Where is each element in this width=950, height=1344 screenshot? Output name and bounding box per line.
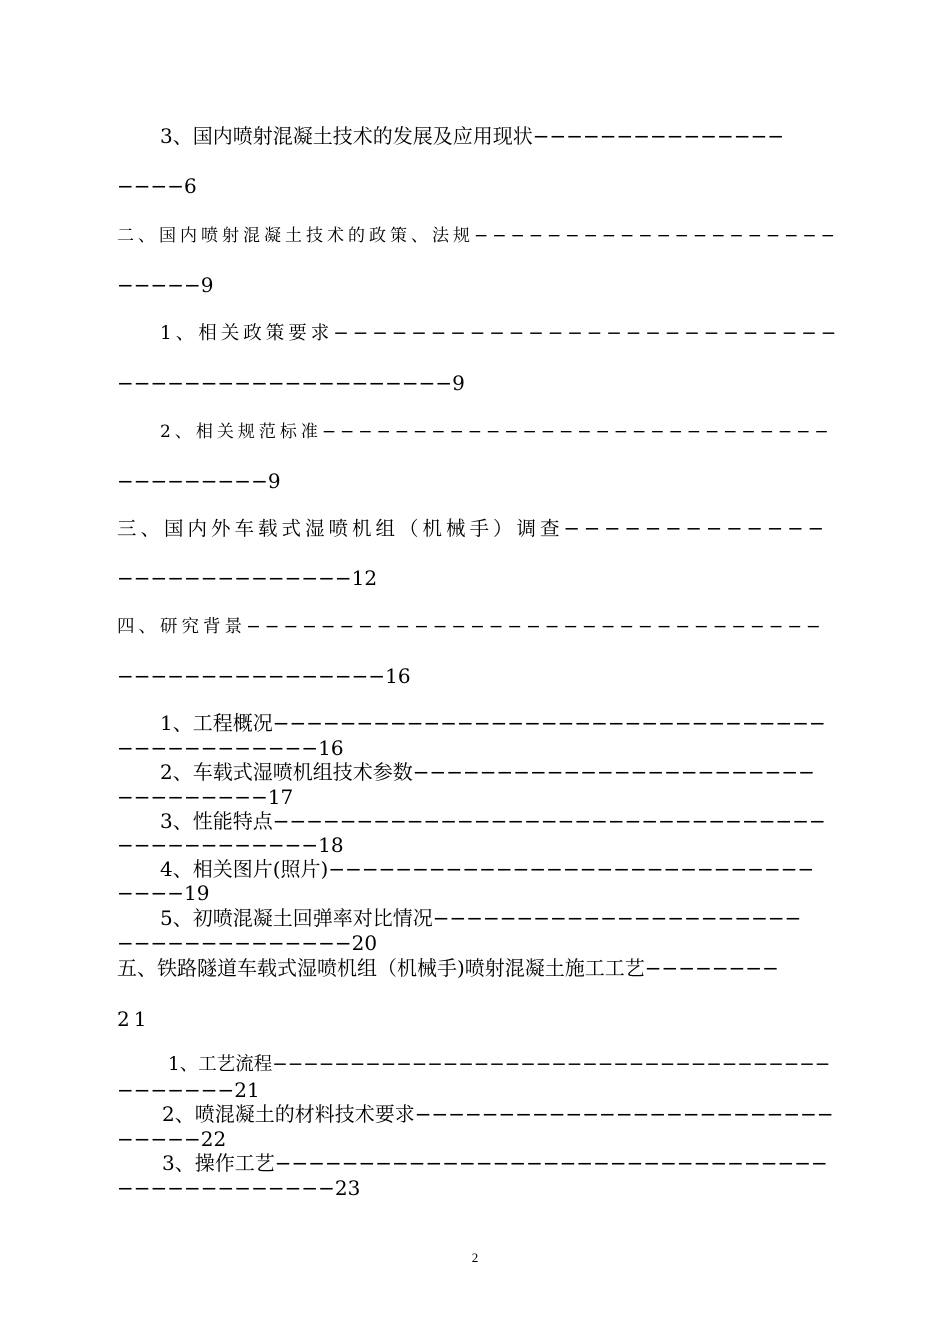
toc-entry-rebound-comparison: 5、初喷混凝土回弹率对比情况−−−−−−−−−−−−−−−−−−−−−− [160,906,802,930]
toc-entry-tech-parameters: 2、车载式湿喷机组技术参数−−−−−−−−−−−−−−−−−−−−−−−− [160,760,815,784]
toc-entry-continuation: −−−−6 [117,174,197,198]
toc-entry-material-requirements: 2、喷混凝土的材料技术要求−−−−−−−−−−−−−−−−−−−−−−−−− [162,1102,834,1126]
toc-entry-continuation: −−−−−−−−−−−−−−20 [117,931,378,955]
toc-entry-continuation: −−−−−−−21 [117,1078,260,1102]
toc-entry-continuation: −−−−−22 [117,1127,227,1151]
toc-entry-section-4-background: 四、研究背景−−−−−−−−−−−−−−−−−−−−−−−−−−−−−−− [117,617,825,637]
toc-entry-continuation: −−−−−−−−−−−−−−−−16 [117,664,411,688]
toc-entry-continuation: −−−−−−−−−17 [117,785,294,809]
toc-entry-process-flow: 1、工艺流程−−−−−−−−−−−−−−−−−−−−−−−−−−−−−−−−−−−− [168,1054,831,1075]
toc-entry-continuation: −−−−−−−−−−−−−−−−−−−−9 [117,371,465,395]
toc-entry-continuation: −−−−−9 [117,273,214,297]
toc-entry-continuation: −−−−−−−−−−−−−−12 [117,566,378,590]
toc-entry-performance-features: 3、性能特点−−−−−−−−−−−−−−−−−−−−−−−−−−−−−−−−− [160,809,826,833]
toc-entry-project-overview: 1、工程概况−−−−−−−−−−−−−−−−−−−−−−−−−−−−−−−−− [160,711,826,735]
toc-entry-operation-process: 3、操作工艺−−−−−−−−−−−−−−−−−−−−−−−−−−−−−−−−− [162,1151,828,1175]
toc-entry-continuation: −−−−−−−−−−−−−23 [117,1176,361,1200]
toc-entry-continuation: −−−−−−−−−−−−18 [117,833,344,857]
toc-entry-section-5-construction: 五、铁路隧道车载式湿喷机组（机械手)喷射混凝土施工工艺−−−−−−−− [117,956,779,980]
toc-entry-policy-requirements: 1、相关政策要求−−−−−−−−−−−−−−−−−−−−−−−−−− [160,323,841,344]
toc-entry-continuation: −−−−−−−−−−−−16 [117,736,344,760]
toc-entry-related-photos: 4、相关图片(照片)−−−−−−−−−−−−−−−−−−−−−−−−−−−−− [160,857,815,881]
page-number: 2 [471,1250,479,1265]
toc-entry-section-2-policy: 二、国内喷射混凝土技术的政策、法规−−−−−−−−−−−−−−−−−−−− [117,226,839,246]
toc-entry-section-3-survey: 三、国内外车载式湿喷机组（机械手）调查−−−−−−−−−−−−− [117,517,828,540]
toc-entry-continuation: −−−−19 [117,881,210,905]
toc-entry-continuation: −−−−−−−−−9 [117,469,281,493]
toc-entry-3-domestic-development: 3、国内喷射混凝土技术的发展及应用现状−−−−−−−−−−−−−−− [160,124,785,148]
toc-entry-continuation: 21 [117,1007,151,1031]
toc-entry-standards: 2、相关规范标准−−−−−−−−−−−−−−−−−−−−−−−−−−−− [160,422,833,442]
